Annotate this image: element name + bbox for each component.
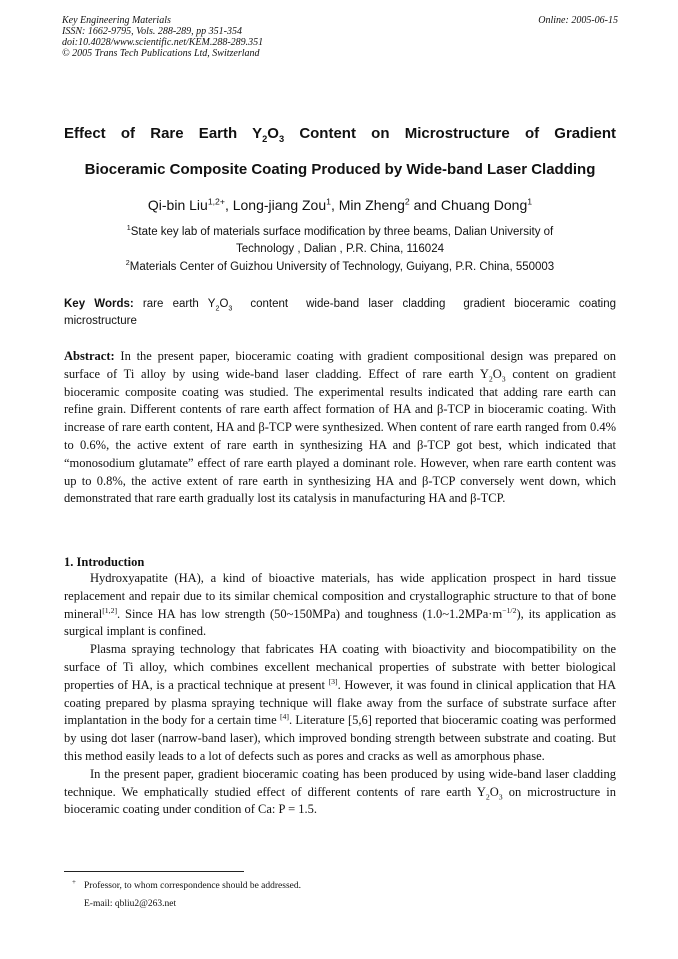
keyword-rare-earth (142, 298, 233, 313)
author-separator: , (330, 197, 339, 213)
abstract-text-b: O (492, 366, 502, 381)
journal-copyright: © 2005 Trans Tech Publications Ltd, Switzerland (62, 48, 260, 59)
author-name: Chuang Dong (440, 197, 528, 213)
citation: [1,2] (102, 605, 118, 615)
abstract-text-c: content on gradient bioceramic composite coating was studied. The experimental results indicated that adding rare earth can refine grain. Different contents of rare earth affect formation of HA and β-TCP in bioceramic coating. With increase of rare earth content, HA and β-TCP were synthesized. When content of rare earth ranged from 0.4% to 0.6%, the active extent of rare earth in synthesizing HA and β-TCP got best, which indicated that “monosodium glutamate” effect of rare earth played a dominant role. However, when rare earth content was up to 0.8%, the active extent of rare earth in synthesizing HA and β-TCP conversely went down, which demonstrated that rare earth gradually lost its catalysis in manufacturing HA and β-TCP. (64, 366, 616, 506)
intro-p2-text-c: . Literature [5,6] reported that bioceramic coating was performed by using dot laser (narrow-band laser), which improved bonding strength between substrate and coating. But this method easily leads to a lot of defects such as pores and cracks as well as amorphous phase. (64, 713, 616, 763)
citation: [3] (328, 676, 338, 686)
intro-paragraph-3 (64, 766, 616, 819)
intro-p3-text-b: on microstructure in bioceramic coating under condition of Ca: P = 1.5. (64, 784, 616, 817)
abstract (64, 348, 616, 508)
author-affiliation-mark: 1 (527, 196, 533, 207)
author-name: Long-jiang Zou (232, 197, 327, 213)
affiliation-1-line-1 (64, 224, 616, 241)
affiliation-2-text: Materials Center of Guizhou University of Technology, Guiyang, P.R. China, 550003 (129, 261, 555, 273)
intro-paragraph-1 (64, 570, 616, 641)
affiliation-1-text: State key lab of materials surface modification by three beams, Dalian University of (130, 226, 554, 238)
affiliation-1 (64, 224, 616, 258)
title-text-a: Effect of Rare Earth Y (64, 125, 263, 142)
footnote-divider (64, 871, 244, 872)
keyword-microstructure: microstructure (64, 315, 137, 327)
affiliation-2-mark: 2 (125, 259, 130, 268)
footnote-correspondence: + Professor, to whom correspondence should be addressed. (72, 877, 302, 891)
footnote-text: Professor, to whom correspondence should be addressed. (84, 881, 302, 891)
email-address[interactable]: E-mail: qbliu2@263.net (84, 899, 177, 909)
intro-p3-sub-b: 3 (498, 792, 503, 802)
affiliation-1-mark: 1 (126, 224, 131, 233)
journal-name: Key Engineering Materials (62, 15, 171, 26)
journal-doi: doi:10.4028/www.scientific.net/KEM.288-289.351 (62, 37, 264, 48)
citation: [4] (279, 712, 289, 722)
author-list (64, 196, 616, 214)
author-name: Min Zheng (338, 197, 405, 213)
paper-title-line-1 (64, 125, 616, 143)
intro-p2-text-b: . However, it was found in clinical application that HA coating prepared by plasma spraying technique will flake away from the surface of substrate surface after implantation in the body for a certain time (64, 677, 616, 728)
intro-p3-text-a: In the present paper, gradient bioceramic coating has been produced by using wide-band laser cladding technique. We emphatically studied effect of different contents of rare earth Y (64, 766, 616, 799)
author-name: Qi-bin Liu (147, 197, 208, 213)
intro-p1-text-c: ), its application as surgical implant is confined. (64, 606, 616, 639)
keywords (64, 296, 616, 330)
intro-paragraph-2 (64, 641, 616, 766)
title-text-b: O (267, 125, 279, 142)
online-date: Online: 2005-06-15 (538, 15, 618, 26)
title-sub-a: 2 (262, 134, 268, 144)
abstract-text-a: In the present paper, bioceramic coating with gradient compositional design was prepared on surface of Ti alloy by using wide-band laser cladding. Effect of rare earth Y (64, 349, 616, 381)
intro-p2-text-a: Plasma spraying technology that fabricates HA coating with bioactivity and biocompatibility on the surface of Ti alloy, which combines excellent mechanical properties of substrate with better biological properties of HA, is a practical technique at present (64, 642, 616, 692)
author-separator: , (224, 197, 233, 213)
unit-exponent: −1/2 (502, 605, 517, 615)
abstract-sub-a: 2 (488, 374, 493, 384)
section-heading-introduction: 1. Introduction (64, 555, 145, 569)
author-affiliation-mark: 1,2+ (207, 196, 225, 207)
title-text-c: Content on Microstructure of Gradient (284, 125, 616, 142)
intro-p1-text-b: . Since HA has low strength (50~150MPa) and toughness (1.0~1.2MPa·m (117, 606, 503, 621)
affiliation-1-line-2: Technology , Dalian , P.R. China, 116024 (236, 243, 444, 255)
keyword-laser-cladding: wide-band laser cladding (306, 298, 446, 310)
intro-p3-text-o: O (489, 784, 499, 799)
keyword-rare-earth-o: O (219, 298, 229, 310)
affiliation-2 (64, 259, 616, 276)
keywords-label: Key Words: (64, 298, 134, 310)
abstract-sub-b: 3 (501, 374, 506, 384)
author-affiliation-mark: 2 (404, 196, 410, 207)
abstract-label: Abstract: (64, 349, 115, 363)
journal-issn: ISSN: 1662-9795, Vols. 288-289, pp 351-354 (62, 26, 242, 37)
author-separator: and (409, 197, 441, 213)
journal-header (62, 15, 618, 59)
paper-title-line-2: Bioceramic Composite Coating Produced by Wide-band Laser Cladding (84, 161, 596, 178)
introduction-body (64, 570, 616, 819)
keyword-sub-a: 2 (215, 304, 220, 313)
intro-p1-text-a: Hydroxyapatite (HA), a kind of bioactive materials, has wide application prospect in hard tissue replacement and repair due to its similar chemical composition and crystallographic structure to that of bone mineral (64, 571, 616, 621)
keyword-rare-earth-text: rare earth Y (142, 298, 216, 310)
author-affiliation-mark: 1 (326, 196, 331, 207)
title-sub-b: 3 (278, 134, 285, 144)
keyword-bioceramic-coating: gradient bioceramic coating (463, 298, 617, 310)
keyword-content: content (250, 298, 289, 310)
footnote-email[interactable] (64, 898, 616, 910)
intro-p3-sub-a: 2 (485, 792, 490, 802)
keyword-sub-b: 3 (228, 304, 233, 313)
